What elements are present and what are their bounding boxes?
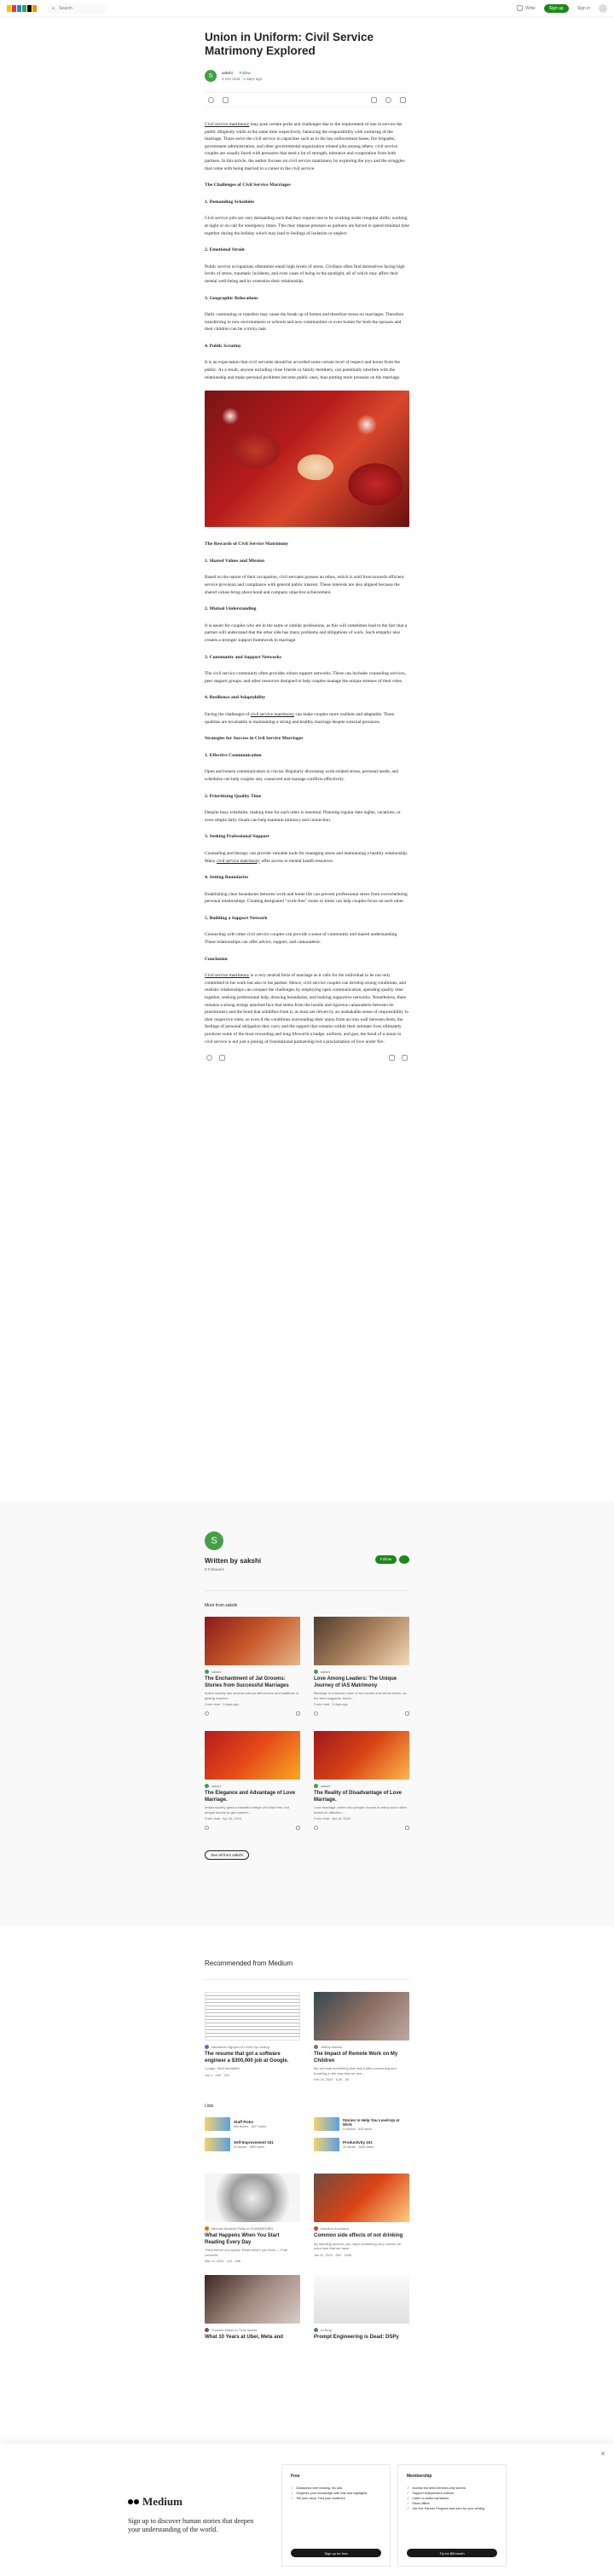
- story-card[interactable]: [205, 1731, 300, 1830]
- intro-link[interactable]: Civil service matrimony: [205, 122, 250, 127]
- conclusion-heading: Conclusion: [205, 956, 228, 962]
- card-image: [314, 2275, 409, 2324]
- c1-text: Civil service jobs are very demanding such that they require one to be working under irregular shifts; working at night or on call for emergency times. This may impose pressure as partners are forced to spend minimal time together during the holiday which may lead to feelings of isolation or neglect.: [205, 216, 409, 236]
- author-cards: [205, 1617, 409, 1830]
- card-subtitle: Indian society has several cultural differences and traditions of getting married...: [205, 1691, 299, 1700]
- r2-text: It is easier for couples who are in the same or similar professions, as this will sometimes lead to the fact that a partner will understand that the other side has many problems and obligations of work. Such empathy also creates a stronger support framework in marriage.: [205, 622, 407, 643]
- see-all-button[interactable]: See all from sakshi: [205, 1850, 249, 1860]
- s3-pre: Counseling and therapy can provide valuable tools for managing stress and maintaining a healthy relationship. Many: [205, 850, 408, 864]
- s3-link[interactable]: civil service matrimony: [216, 858, 261, 864]
- article: [205, 31, 409, 1061]
- author-dot: [314, 2328, 318, 2332]
- free-plan-item: ✓ Distraction-free reading. No ads.: [291, 2486, 381, 2491]
- membership-plan-card: [397, 2464, 507, 2567]
- signup-button[interactable]: Sign up: [544, 4, 569, 13]
- medium-logo[interactable]: [7, 5, 37, 12]
- c3-heading: 3. Geographic Relocations: [205, 295, 258, 301]
- free-plan-card: [281, 2464, 391, 2567]
- list-title: Self-Improvement 101: [234, 2140, 274, 2145]
- c4-text: It is an expectation that civil servants should be accorded some certain level of respect and honor from the public. As a result, anyone including close friends or family members, can potentially interfere with the relationship and make personal problems become public ones, thus putting more pressure on the marriage.: [205, 360, 401, 380]
- comment-icon[interactable]: [219, 1055, 225, 1061]
- story-card[interactable]: [314, 2174, 409, 2263]
- author-dot: [314, 2045, 318, 2049]
- follow-link[interactable]: Follow: [239, 71, 251, 75]
- s2-heading: 2. Prioritizing Quality Time: [205, 793, 262, 799]
- card-subtitle: Indian society gives a beautiful bridge of Indian free, but people decide to get married...: [205, 1805, 289, 1815]
- free-plan-item: ✓ Organize your knowledge with lists and highlights.: [291, 2491, 381, 2496]
- bookmark-icon[interactable]: [405, 1711, 409, 1716]
- card-title: Love Among Leaders: The Unique Journey of IAS Matrimony: [314, 1676, 397, 1688]
- top-nav: [0, 0, 614, 17]
- story-card[interactable]: [314, 2275, 409, 2342]
- s3-post: offer access to mental health resources.: [260, 858, 334, 864]
- list-title: Stories to Help You Level-Up at Work: [342, 2117, 400, 2127]
- list-meta: 665 stories · 1027 saves: [234, 2124, 267, 2128]
- card-meta: 3 min read · Apr 10, 2024: [314, 1817, 350, 1821]
- wedding-photo: [205, 391, 409, 527]
- c4-heading: 4. Public Scrutiny: [205, 343, 241, 349]
- author-section: [0, 1501, 614, 1927]
- search-box[interactable]: [47, 3, 107, 14]
- author-dot: [205, 2045, 209, 2049]
- card-title: The Reality of Disadvantage of Love Marriage.: [314, 1791, 403, 1803]
- challenges-heading: The Challenges of Civil Service Marriages: [205, 182, 291, 188]
- list-item[interactable]: [205, 2138, 300, 2151]
- r1-heading: 1. Shared Values and Mission: [205, 558, 264, 564]
- card-subtitle: Love marriage, where two people choose to marry each other based on affection...: [314, 1805, 407, 1815]
- s1-heading: 1. Effective Communication: [205, 752, 262, 758]
- story-card[interactable]: [205, 1617, 300, 1716]
- card-meta: Jan 22, 2024 · 31K · 1006: [314, 2253, 351, 2257]
- free-plan-item: ✓ Tell your story. Find your audience.: [291, 2496, 381, 2501]
- bookmark-icon[interactable]: [296, 1826, 300, 1830]
- r4-heading: 4. Resilience and Adaptability: [205, 695, 266, 701]
- bookmark-icon[interactable]: [405, 1826, 409, 1830]
- card-meta: Feb 24, 2024 · 6.5K · 56: [314, 2078, 350, 2081]
- card-author: sakshi: [211, 1670, 222, 1674]
- card-author: sakshi: [211, 1784, 222, 1788]
- card-author: sakshi: [321, 1784, 331, 1788]
- bookmark-icon[interactable]: [389, 1055, 395, 1061]
- membership-item: ✓ Access the best member-only stories.: [407, 2486, 497, 2491]
- c2-text: Public service occupations oftentimes entail high levels of stress. Civilians often find themselves facing high levels of stress, traumatic incidents, and even cases of being in the spotlight, all of which may affect their mental well-being and by extension their relationship.: [205, 263, 405, 284]
- card-author: Jeffrey Bazelo: [321, 2045, 343, 2049]
- card-image: [314, 1992, 409, 2041]
- lists-label: Lists: [205, 2104, 214, 2109]
- s2-text: Despite busy schedules, making time for each other is essential. Planning regular date nights, vacations, or even simple daily rituals can help maintain intimacy and connection.: [205, 810, 401, 823]
- story-card[interactable]: [205, 1992, 300, 2081]
- list-meta: 20 stories · 1668 saves: [343, 2145, 374, 2149]
- write-button[interactable]: [517, 5, 536, 11]
- author-dot: [205, 1670, 209, 1674]
- author-dot: [314, 1670, 318, 1674]
- card-image: [314, 1617, 409, 1665]
- clap-icon[interactable]: [205, 1711, 209, 1716]
- membership-button[interactable]: Try for $5/month: [407, 2549, 497, 2557]
- written-by: Written by sakshi: [205, 1557, 262, 1565]
- card-author: Thomas Walsh in Trust Issues: [211, 2328, 258, 2332]
- intro-paragraph: [205, 121, 409, 172]
- r4-link[interactable]: civil service matrimony: [250, 711, 295, 717]
- card-subtitle: Marriage is a sacred union of two hearts and minds which, as the term suggests, binds...: [314, 1691, 407, 1700]
- listen-icon[interactable]: [385, 97, 391, 103]
- followers-count: 0 Followers: [205, 1567, 225, 1572]
- clap-icon[interactable]: [206, 1055, 212, 1061]
- clap-icon[interactable]: [208, 97, 214, 103]
- signin-link[interactable]: Sign in: [576, 5, 590, 11]
- s3-paragraph: [205, 850, 409, 865]
- card-title: The Elegance and Advantage of Love Marriage.: [205, 1791, 296, 1803]
- s5-heading: 5. Building a Support Network: [205, 915, 268, 921]
- bookmark-icon[interactable]: [296, 1711, 300, 1716]
- share-icon[interactable]: [400, 97, 406, 103]
- membership-item: ✓ Listen to audio narrations.: [407, 2496, 497, 2501]
- card-meta: Jun 1 · 16K · 310: [205, 2073, 230, 2077]
- card-author: Alexander Nguyen in Level Up Coding: [211, 2045, 269, 2049]
- story-card[interactable]: [314, 1617, 409, 1716]
- author-dot: [205, 2226, 209, 2231]
- r1-text: Based on the nature of their occupation, civil servants possess an ethos, which is sold from towards efficient service provision and compliance with general public interest. These interests are also aligned because the shared values bring about bond and company objective achievement.: [205, 575, 404, 595]
- recommended-section: [205, 1959, 409, 2342]
- story-card[interactable]: [205, 2174, 300, 2263]
- clap-icon[interactable]: [314, 1826, 318, 1830]
- search-icon: [52, 6, 55, 11]
- author-avatar[interactable]: S: [205, 70, 217, 82]
- list-item[interactable]: [314, 2117, 409, 2131]
- c3-text: Daily commuting or transfers may cause the break up of homes and therefore stress on marriages. Therefore transferring to new environments or schools and new communities or even homes for both the spouses and their children can be a tricky task.: [205, 312, 404, 333]
- card-author: AI Blog: [321, 2328, 332, 2332]
- author-big-avatar[interactable]: S: [205, 1531, 223, 1550]
- r4-pre: Facing the challenges of: [205, 711, 251, 717]
- card-author: Karolina Kozmana: [321, 2226, 349, 2231]
- card-title: What 10 Years at Uber, Meta and: [205, 2335, 283, 2340]
- card-meta: 3 min read · 3 days ago: [205, 1703, 239, 1706]
- bookmark-icon[interactable]: [371, 97, 377, 103]
- card-title: What Happens When You Start Reading Every Day: [205, 2233, 280, 2245]
- card-image: [205, 1992, 300, 2041]
- card-meta: 3 min read · Apr 10, 2024: [205, 1817, 241, 1821]
- r4-paragraph: [205, 711, 409, 726]
- card-title: The resume that got a software engineer a $300,000 job at Google.: [205, 2052, 289, 2064]
- story-card[interactable]: [314, 1992, 409, 2081]
- medium-brand-logo: [128, 2495, 264, 2509]
- rewards-heading: The Rewards of Civil Service Matrimony: [205, 541, 289, 547]
- author-dot: [205, 1784, 209, 1788]
- card-title: The Enchantment of Jat Grooms: Stories from Successful Marriages: [205, 1676, 289, 1688]
- card-image: [205, 1731, 300, 1780]
- membership-item: ✓ Read offline.: [407, 2501, 497, 2506]
- s1-text: Open and honest communication is crucial. Regularly discussing work-related stress, personal needs, and schedules can help couples stay connected and manage conflicts effectively.: [205, 769, 399, 782]
- card-subtitle: My son was something that was a little concerning and troubling in the way that we see...: [314, 2066, 397, 2075]
- card-meta: Mar 14, 2024 · 11K · 406: [205, 2260, 240, 2263]
- list-title: Productivity 101: [343, 2140, 373, 2145]
- list-item[interactable]: [205, 2117, 300, 2131]
- list-thumb: [205, 2138, 230, 2151]
- list-meta: 20 stories · 1896 saves: [234, 2145, 265, 2149]
- article-end-actions: [205, 1055, 409, 1061]
- list-meta: 19 stories · 643 saves: [342, 2127, 372, 2131]
- c1-heading: 1. Demanding Schedules: [205, 199, 255, 205]
- signup-overlay: [0, 2444, 614, 2576]
- free-plan-title: Free: [291, 2474, 300, 2479]
- article-actions: [205, 92, 409, 107]
- card-image: [205, 2275, 300, 2324]
- author-dot: [314, 2226, 318, 2231]
- follow-button[interactable]: Follow: [375, 1555, 397, 1564]
- conclusion-text: is a very neutral form of marriage as it calls for the individual to be not only committed to his work but also to his partner. Hence, civil service couples can develop strong conditions, and realistic relationships can conquer the challenges by employing open communication, spending quality time together, seeking professional help, drawing boundaries, and looking supportive networks. Nonetheless, there remains a strong strings attached face that stems from the hostile and rigorous camaraderie between its practitioners and the bond that solidifies from it, as most are driven by an unshakable sense of responsibility to their respective roles; so even if the conditions surrounding their union form an iron wall between them, the feelings of personal obligation they carry and the rapport that remains within their intimate lives ultimately produces some of the most rewarding and long lifeworth a badge, uniform, and gun, the bond of a union in civil service is not just a joining of foundational partnership but a proclamation of love under fire.: [205, 973, 408, 1045]
- comment-icon[interactable]: [223, 97, 229, 103]
- c2-heading: 2. Emotional Strain: [205, 247, 245, 253]
- list-thumb: [314, 2117, 339, 2131]
- overlay-tagline: Sign up to discover human stories that deepen your understanding of the world.: [128, 2517, 254, 2533]
- user-avatar-icon[interactable]: [599, 4, 607, 13]
- card-title: Prompt Engineering is Dead: DSPy: [314, 2335, 399, 2340]
- search-input[interactable]: [59, 6, 101, 11]
- more-from-label: More from sakshi: [205, 1590, 409, 1608]
- list-thumb: [314, 2138, 339, 2151]
- list-thumb: [205, 2117, 230, 2131]
- card-meta: 3 min read · 3 days ago: [314, 1703, 348, 1706]
- author-row: S sakshi · Follow 3 min read · 2 days ago: [205, 70, 409, 82]
- brand-name: Medium: [142, 2495, 182, 2508]
- write-icon: [517, 5, 523, 11]
- card-subtitle: Think before you speak. Read before you think — Fran Lebowitz: [205, 2248, 288, 2257]
- card-image: [314, 2174, 409, 2222]
- card-image: [314, 1731, 409, 1780]
- s4-text: Establishing clear boundaries between work and home life can prevent professional stress from overwhelming personal relationships. Creating designated "work-free" zones or times can help couples focus on each other.: [205, 891, 408, 905]
- share-icon[interactable]: [402, 1055, 408, 1061]
- article-title: Union in Uniform: Civil Service Matrimony Explored: [205, 31, 374, 57]
- publish-date: 2 days ago: [243, 77, 263, 81]
- story-card[interactable]: [314, 1731, 409, 1830]
- membership-item: ✓ Join the Partner Program and earn for your writing.: [407, 2506, 497, 2511]
- card-subtitle: By rejecting alcohol, you reject something very human, an extra limb that we have...: [314, 2241, 402, 2250]
- r2-heading: 2. Mutual Understanding: [205, 606, 257, 612]
- clap-icon[interactable]: [314, 1711, 318, 1716]
- card-title: The Impact of Remote Work on My Children: [314, 2052, 398, 2064]
- s4-heading: 4. Setting Boundaries: [205, 875, 249, 881]
- strategies-heading: Strategies for Success in Civil Service Marriages: [205, 736, 304, 742]
- free-signup-button[interactable]: Sign up for free: [291, 2549, 381, 2557]
- card-author: sakshi: [321, 1670, 331, 1674]
- clap-icon[interactable]: [205, 1826, 209, 1830]
- author-name[interactable]: sakshi: [222, 71, 233, 75]
- r3-text: The civil service community often provides robust support networks. These can includes counseling services, peer support groups, and other resources designed to help couples manage the unique stresses of their roles.: [205, 671, 406, 684]
- recommended-title: Recommended from Medium: [205, 1959, 409, 1980]
- s3-heading: 3. Seeking Professional Support: [205, 834, 269, 840]
- membership-item: ✓ Support independent authors.: [407, 2491, 497, 2496]
- list-title: Staff Picks: [234, 2120, 254, 2125]
- card-subtitle: 1-page. Well-formatted.: [205, 2066, 240, 2070]
- read-time: 3 min read: [222, 77, 240, 81]
- r3-heading: 3. Community and Support Networks: [205, 654, 281, 660]
- article-body: [205, 121, 409, 1045]
- author-dot: [205, 2328, 209, 2332]
- membership-plan-title: Membership: [407, 2474, 432, 2479]
- conclusion-paragraph: [205, 972, 409, 1045]
- close-icon[interactable]: ✕: [600, 2452, 605, 2457]
- s5-text: Connecting with other civil service couples can provide a sense of community and shared understanding. These relationships can offer advice, support, and camaraderie.: [205, 932, 398, 946]
- conclusion-link[interactable]: Civil service matrimony: [205, 973, 250, 979]
- r4-post: can make couples more resilient and adaptable. These qualities are invaluable in maintaining a strong and healthy marriage despite external pressures.: [205, 711, 395, 725]
- list-item[interactable]: [314, 2138, 409, 2151]
- author-dot: [314, 1784, 318, 1788]
- story-card[interactable]: [205, 2275, 300, 2342]
- write-label: Write: [525, 5, 536, 11]
- subscribe-icon[interactable]: [399, 1555, 409, 1564]
- card-author: Michael Mulvihill Philip in CHARMEDBIN: [211, 2226, 274, 2231]
- card-image: [205, 1617, 300, 1665]
- card-title: Common side effects of not drinking: [314, 2233, 403, 2238]
- intro-text: may pose certain perks and challenges due to the requirement of one in service the public diligently while at the same time respectively, balancing the responsibility with nurturing of the marriage. Those serve the civil service in capacities such as in the law enforcement bases, fire brigades, government administration, and other governmental organization related jobs among others; civil service couples are usually faced with pressures that need a lot of strength, tolerance and cooperation from both partners. In this article, the author focuses on civil service matrimony by exploring the joys and the struggles that come with being married to a career in the civil service.: [205, 122, 405, 171]
- card-image: [205, 2174, 300, 2222]
